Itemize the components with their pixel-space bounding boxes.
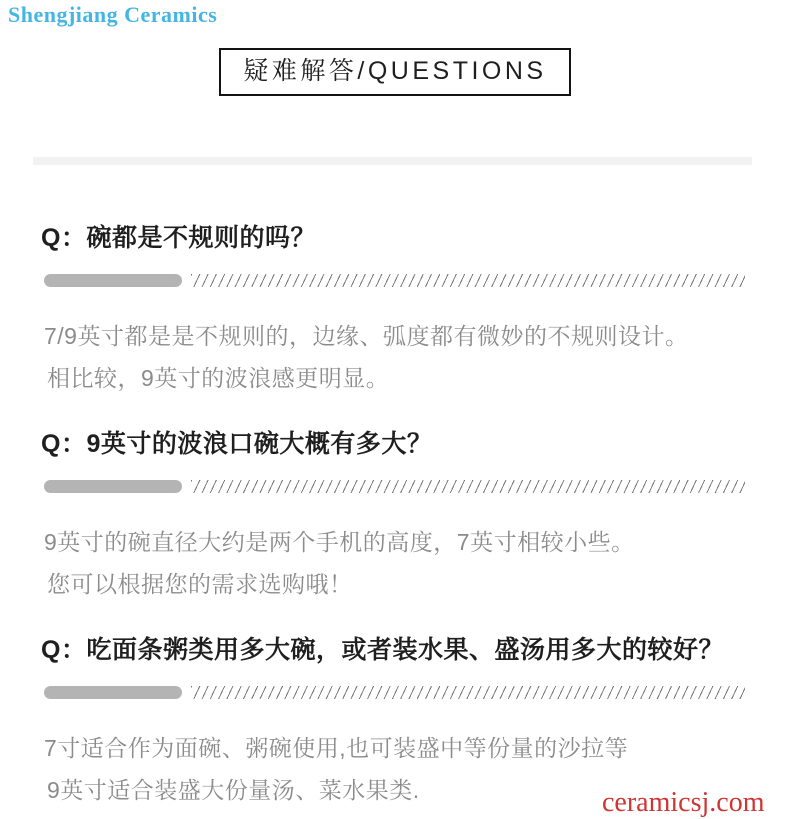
divider-hatch-pattern [191,480,745,493]
qa-item [41,223,745,399]
answer-line: 7/9英寸都是是不规则的，边缘、弧度都有微妙的不规则设计。 [44,323,689,349]
qa-question: Q：9英寸的波浪口碗大概有多大？ [41,430,433,458]
divider-pill-shape [44,686,182,699]
section-title-box [219,48,570,96]
qa-list [0,223,790,811]
answer-line: 9英寸的碗直径大约是两个手机的高度，7英寸相较小些。 [44,529,635,555]
qa-divider [44,480,745,493]
answer-line: 相比较，9英寸的波浪感更明显。 [47,365,390,391]
qa-answer [44,315,745,399]
qa-item [41,429,745,605]
qa-item [41,635,745,811]
divider-hatch-pattern [191,274,745,287]
top-divider-strip [33,157,752,165]
brand-logo: Shengjiang Ceramics [8,2,218,27]
qa-divider [44,686,745,699]
qa-question: Q：吃面条粥类用多大碗，或者装水果、盛汤用多大的较好？ [41,636,724,664]
qa-divider [44,274,745,287]
answer-line: 您可以根据您的需求选购哦！ [47,571,353,597]
divider-pill-shape [44,274,182,287]
divider-hatch-pattern [191,686,745,699]
qa-answer [44,521,745,605]
qa-question: Q：碗都是不规则的吗？ [41,224,316,252]
divider-pill-shape [44,480,182,493]
answer-line: 9英寸适合装盛大份量汤、菜水果类. [47,777,420,803]
section-title: 疑难解答/QUESTIONS [243,57,547,85]
answer-line: 7寸适合作为面碗、粥碗使用,也可装盛中等份量的沙拉等 [44,735,629,761]
site-watermark: ceramicsj.com [602,787,765,818]
